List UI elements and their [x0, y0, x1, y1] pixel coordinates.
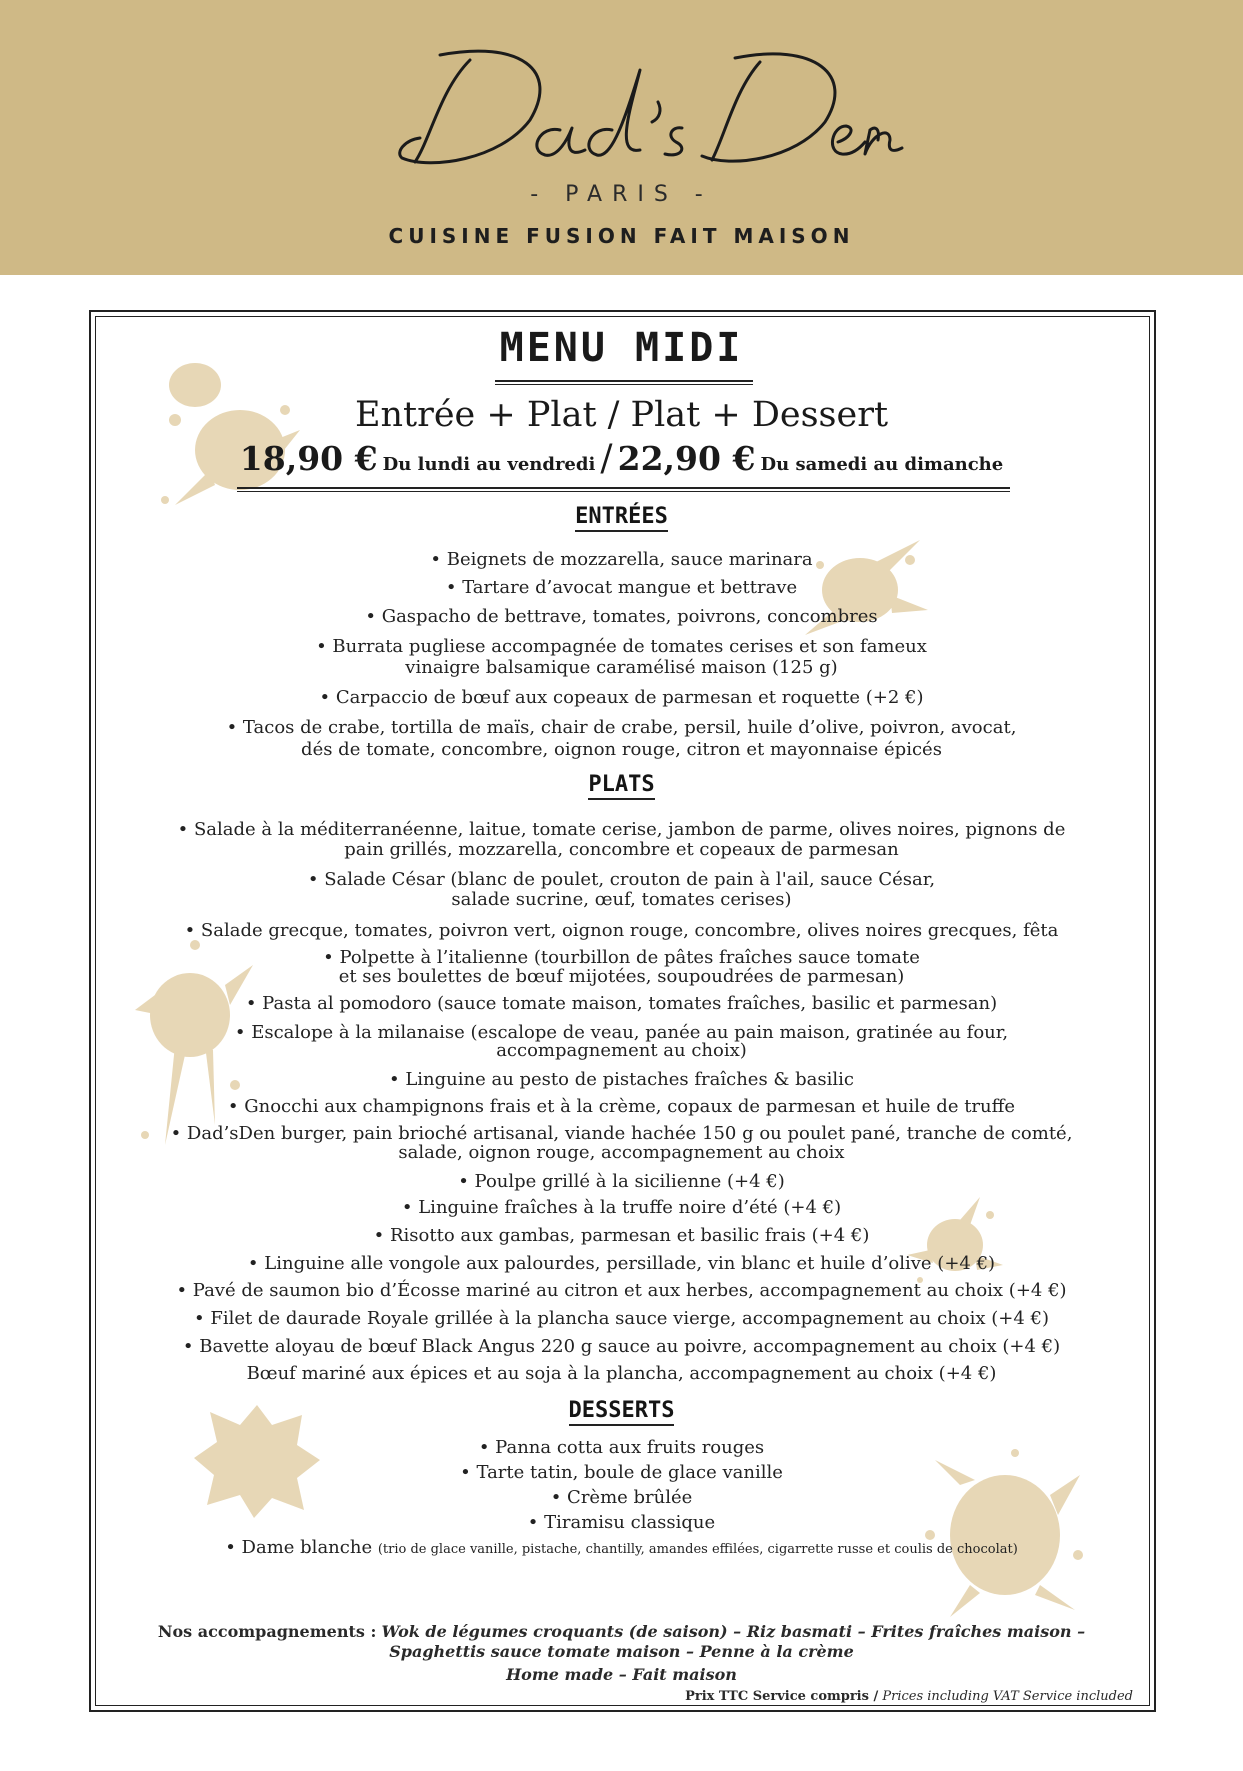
price-underline-thin	[237, 491, 1010, 492]
plat-item: • Risotto aux gambas, parmesan et basilic frais (+4 €)	[373, 1225, 870, 1246]
section-entrees-title: ENTRÉES	[0, 504, 1243, 532]
dame-blanche-label: • Dame blanche	[225, 1537, 373, 1558]
homemade-line	[0, 1665, 1243, 1684]
plat-item: • Linguine alle vongole aux palourdes, persillade, vin blanc et huile d’olive (+4 €)	[247, 1253, 996, 1274]
sides-line-1	[0, 1622, 1243, 1641]
plat-item: • Pasta al pomodoro (sauce tomate maison, tomates fraîches, basilic et parmesan)	[245, 993, 998, 1014]
dessert-item: • Tiramisu classique	[527, 1512, 716, 1533]
dessert-item: • Tarte tatin, boule de glace vanille	[460, 1462, 783, 1483]
vat-notice	[685, 1689, 1133, 1704]
dessert-item: • Crème brûlée	[550, 1487, 693, 1508]
plat-item-cont: salade sucrine, œuf, tomates cerises)	[451, 889, 792, 910]
plat-item: • Linguine fraîches à la truffe noire d’été (+4 €)	[401, 1197, 842, 1218]
weekday-label: Du lundi au vendredi	[382, 454, 596, 475]
menu-title: MENU MIDI	[499, 325, 744, 371]
entree-item-cont: dés de tomate, concombre, oignon rouge, citron et mayonnaise épicés	[301, 739, 942, 760]
logo-city: - PARIS -	[530, 182, 713, 207]
plat-item: • Pavé de saumon bio d’Écosse mariné au citron et aux herbes, accompagnement au choix (+4 €)	[176, 1280, 1067, 1301]
plat-item: • Salade César (blanc de poulet, crouton de pain à l'ail, sauce César,	[307, 869, 936, 890]
dads-den-signature-logo	[0, 30, 1243, 180]
entree-item: • Burrata pugliese accompagnée de tomates cerises et son fameux	[316, 636, 927, 657]
plat-item-cont: pain grillés, mozzarella, concombre et copeaux de parmesan	[344, 839, 899, 860]
vat-fr: Prix TTC Service compris /	[685, 1689, 879, 1704]
sides-label: Nos accompagnements :	[157, 1622, 377, 1641]
entree-item-cont: vinaigre balsamique caramélisé maison (125 g)	[405, 657, 838, 678]
dame-blanche-detail: (trio de glace vanille, pistache, chantilly, amandes effilées, cigarrette russe et coulis de chocolat)	[377, 1542, 1018, 1557]
plat-item-cont: accompagnement au choix)	[496, 1040, 747, 1061]
section-desserts-title: DESSERTS	[0, 1398, 1243, 1426]
dessert-item: • Panna cotta aux fruits rouges	[478, 1437, 765, 1458]
plat-item: • Bavette aloyau de bœuf Black Angus 220 g sauce au poivre, accompagnement au choix (+4 €)	[182, 1336, 1061, 1357]
plat-item: • Salade grecque, tomates, poivron vert, oignon rouge, concombre, olives noires grecques, fêta	[184, 920, 1059, 941]
plat-item-cont: et ses boulettes de bœuf mijotées, soupoudrées de parmesan)	[338, 966, 905, 987]
homemade-text: Home made – Fait maison	[506, 1665, 737, 1684]
entree-item: • Tartare d’avocat mangue et bettrave	[445, 577, 798, 598]
dessert-item-dame-blanche	[140, 1538, 1103, 1560]
menu-formula: Entrée + Plat / Plat + Dessert	[354, 395, 889, 435]
plat-item: • Salade à la méditerranéenne, laitue, tomate cerise, jambon de parme, olives noires, pignons de	[177, 819, 1066, 840]
plat-item: Bœuf mariné aux épices et au soja à la plancha, accompagnement au choix (+4 €)	[246, 1363, 997, 1384]
entree-item: • Carpaccio de bœuf aux copeaux de parmesan et roquette (+2 €)	[319, 687, 924, 708]
price-weekday: 18,90 €	[239, 439, 378, 478]
title-underline	[495, 380, 753, 382]
entree-item: • Tacos de crabe, tortilla de maïs, chair de crabe, persil, huile d’olive, poivron, avocat,	[226, 717, 1017, 738]
price-weekend: 22,90 €	[617, 439, 756, 478]
plat-item: • Filet de daurade Royale grillée à la plancha sauce vierge, accompagnement au choix (+4 €)	[193, 1308, 1049, 1329]
sides-line-2	[0, 1642, 1243, 1661]
plat-item: • Escalope à la milanaise (escalope de veau, panée au pain maison, gratinée au four,	[234, 1022, 1009, 1043]
sides-list-1: Wok de légumes croquants (de saison) – Riz basmati – Frites fraîches maison –	[381, 1622, 1086, 1641]
entree-item: • Gaspacho de bettrave, tomates, poivrons, concombres	[365, 606, 878, 627]
price-underline	[237, 487, 1010, 489]
entree-item: • Beignets de mozzarella, sauce marinara	[430, 549, 813, 570]
plat-item: • Dad’sDen burger, pain brioché artisanal, viande hachée 150 g ou poulet pané, tranche de comté,	[170, 1123, 1073, 1144]
header-banner	[0, 0, 1243, 275]
sides-list-2: Spaghettis sauce tomate maison – Penne à la crème	[389, 1642, 854, 1661]
plat-item: • Polpette à l’italienne (tourbillon de pâtes fraîches sauce tomate	[323, 947, 920, 968]
plat-item-cont: salade, oignon rouge, accompagnement au choix	[398, 1142, 845, 1163]
weekend-label: Du samedi au dimanche	[760, 454, 1004, 475]
plat-item: • Poulpe grillé à la sicilienne (+4 €)	[458, 1171, 785, 1192]
section-plats-title: PLATS	[0, 772, 1243, 800]
plat-item: • Gnocchi aux champignons frais et à la crème, copaux de parmesan et huile de truffe	[227, 1096, 1016, 1117]
price-separator: /	[600, 438, 613, 479]
price-line	[0, 438, 1243, 479]
plat-item: • Linguine au pesto de pistaches fraîches & basilic	[388, 1069, 855, 1090]
vat-en: Prices including VAT Service included	[882, 1689, 1133, 1704]
tagline: CUISINE FUSION FAIT MAISON	[388, 224, 855, 248]
title-underline-thin	[495, 384, 753, 385]
